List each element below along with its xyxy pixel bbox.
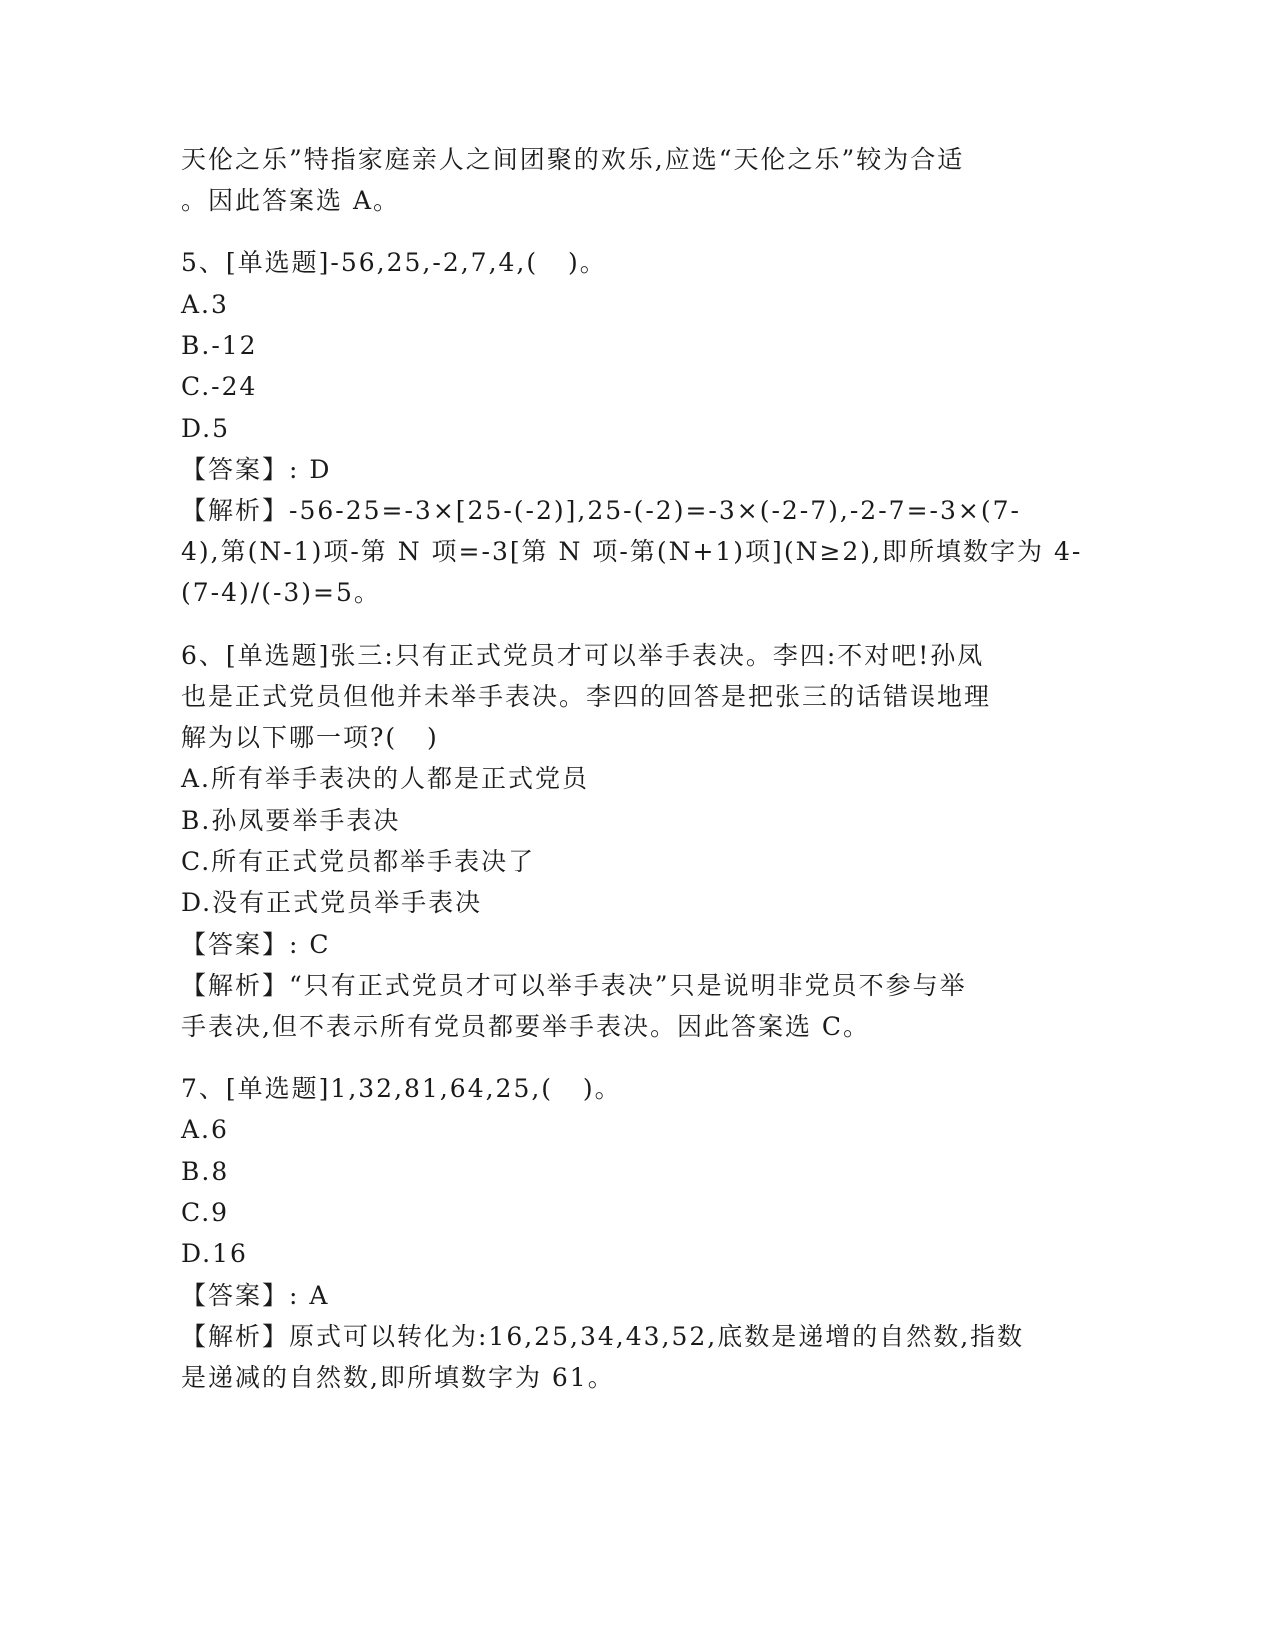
analysis-line: 【解析】原式可以转化为:16,25,34,43,52,底数是递增的自然数,指数: [181, 1322, 1025, 1351]
answer: 【答案】: C: [181, 930, 331, 959]
analysis-line: 【解析】“只有正式党员才可以举手表决”只是说明非党员不参与举: [181, 971, 967, 1000]
option-c: C.所有正式党员都举手表决了: [181, 847, 536, 876]
question-stem: 也是正式党员但他并未举手表决。李四的回答是把张三的话错误地理: [181, 682, 992, 711]
option-b: B.-12: [181, 331, 258, 360]
option-c: C.-24: [181, 372, 258, 401]
question-stem: 6、[单选题]张三:只有正式党员才可以举手表决。李四:不对吧!孙凤: [181, 641, 985, 670]
question-stem: 解为以下哪一项?( ): [181, 723, 439, 752]
option-b: B.孙凤要举手表决: [181, 806, 401, 835]
option-a: A.6: [181, 1115, 229, 1144]
intro-line: 天伦之乐”特指家庭亲人之间团聚的欢乐,应选“天伦之乐”较为合适: [181, 145, 965, 174]
answer: 【答案】: D: [181, 455, 332, 484]
question-stem: 5、[单选题]-56,25,-2,7,4,( )。: [181, 248, 607, 277]
option-d: D.没有正式党员举手表决: [181, 888, 483, 917]
option-d: D.5: [181, 414, 231, 443]
intro-line: 。因此答案选 A。: [181, 186, 401, 215]
answer: 【答案】: A: [181, 1281, 330, 1310]
option-c: C.9: [181, 1198, 230, 1227]
option-a: A.所有举手表决的人都是正式党员: [181, 764, 590, 793]
option-d: D.16: [181, 1239, 248, 1268]
option-b: B.8: [181, 1157, 230, 1186]
analysis-line: 4),第(N-1)项-第 N 项=-3[第 N 项-第(N+1)项](N≥2),即所填数字为 4-: [181, 537, 1083, 566]
question-stem: 7、[单选题]1,32,81,64,25,( )。: [181, 1074, 622, 1103]
analysis-line: 是递减的自然数,即所填数字为 61。: [181, 1363, 615, 1392]
analysis-line: 手表决,但不表示所有党员都要举手表决。因此答案选 C。: [181, 1012, 871, 1041]
option-a: A.3: [181, 290, 229, 319]
analysis-line: 【解析】-56-25=-3×[25-(-2)],25-(-2)=-3×(-2-7),-2-7=-3×(7-: [181, 496, 1021, 525]
analysis-line: (7-4)/(-3)=5。: [181, 578, 381, 607]
